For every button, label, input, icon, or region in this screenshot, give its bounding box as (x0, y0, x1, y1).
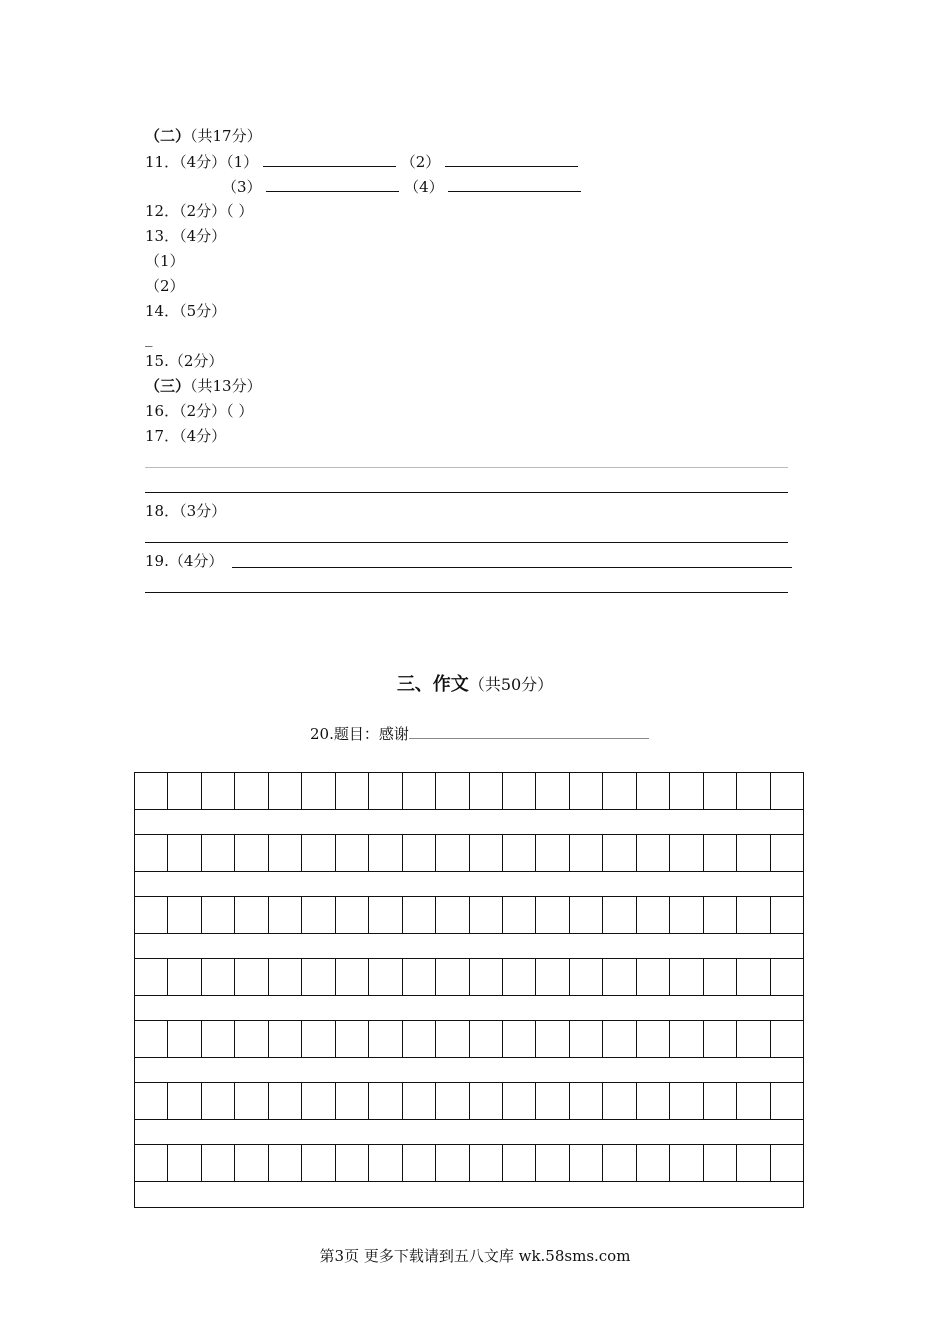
essay-grid-cell[interactable] (436, 959, 469, 995)
essay-grid-cell[interactable] (436, 897, 469, 933)
essay-grid-spacer (135, 933, 803, 959)
essay-grid-cell[interactable] (570, 1083, 603, 1119)
essay-grid-cell[interactable] (135, 1145, 168, 1181)
q12: 12．（2分）（ ） (145, 202, 254, 220)
essay-grid-cell[interactable] (637, 1145, 670, 1181)
section-2-header (145, 126, 262, 146)
page-footer: 第3页 更多下载请到五八文库 wk.58sms.com (319, 1247, 631, 1265)
essay-grid-cell[interactable] (570, 773, 603, 809)
essay-grid-cell[interactable] (235, 1145, 268, 1181)
essay-grid-row (135, 1021, 803, 1057)
essay-grid-cell[interactable] (403, 773, 436, 809)
q15: 15.（2分） (145, 352, 224, 370)
essay-grid-cell[interactable] (369, 1083, 402, 1119)
essay-grid-cell[interactable] (302, 1083, 335, 1119)
q11-label: 11．（4分）（1） (145, 153, 259, 171)
essay-grid-cell[interactable] (637, 773, 670, 809)
composition-title-line (310, 724, 649, 744)
essay-grid-cell[interactable] (202, 773, 235, 809)
essay-grid-cell[interactable] (737, 897, 770, 933)
essay-grid-cell[interactable] (302, 1021, 335, 1057)
essay-grid-cell[interactable] (771, 1083, 803, 1119)
section-3-header (145, 376, 262, 396)
essay-grid-row-group (135, 1083, 803, 1145)
essay-grid-spacer (135, 1057, 803, 1083)
essay-grid-cell[interactable] (168, 1083, 201, 1119)
q13-part1: （1） (145, 252, 185, 270)
essay-grid-cell[interactable] (570, 1145, 603, 1181)
essay-grid-cell[interactable] (536, 959, 569, 995)
essay-grid-cell[interactable] (503, 773, 536, 809)
essay-grid-cell[interactable] (570, 835, 603, 871)
essay-grid-row-group (135, 835, 803, 897)
q11-answer-4[interactable] (448, 177, 581, 192)
essay-grid-row (135, 1083, 803, 1119)
essay-grid-cell[interactable] (670, 773, 703, 809)
q13-part2: （2） (145, 277, 185, 295)
essay-grid-cell[interactable] (403, 1021, 436, 1057)
composition-heading (0, 673, 950, 697)
composition-prompt: 20.题目：感谢 (310, 725, 409, 743)
essay-grid-cell[interactable] (135, 1021, 168, 1057)
essay-grid-cell[interactable] (536, 835, 569, 871)
essay-grid-cell[interactable] (670, 959, 703, 995)
essay-grid-row (135, 773, 803, 809)
composition-title-blank[interactable] (409, 724, 649, 739)
essay-grid-cell[interactable] (771, 835, 803, 871)
essay-grid-cell[interactable] (403, 1083, 436, 1119)
essay-grid-cell[interactable] (336, 1083, 369, 1119)
essay-grid-cell[interactable] (269, 1021, 302, 1057)
essay-grid-cell[interactable] (603, 1021, 636, 1057)
essay-grid-cell[interactable] (436, 1021, 469, 1057)
essay-grid-cell[interactable] (202, 897, 235, 933)
essay-grid-cell[interactable] (704, 1021, 737, 1057)
essay-grid-cell[interactable] (302, 897, 335, 933)
essay-grid-cell[interactable] (603, 773, 636, 809)
essay-grid-cell[interactable] (704, 1145, 737, 1181)
essay-grid-cell[interactable] (771, 1021, 803, 1057)
essay-grid-spacer (135, 1119, 803, 1145)
essay-grid-cell[interactable] (302, 773, 335, 809)
essay-grid-row (135, 959, 803, 995)
essay-grid-cell[interactable] (536, 897, 569, 933)
essay-grid-cell[interactable] (369, 1145, 402, 1181)
essay-grid-cell[interactable] (369, 1021, 402, 1057)
essay-grid-cell[interactable] (336, 835, 369, 871)
essay-grid-cell[interactable] (336, 897, 369, 933)
essay-grid-row (135, 835, 803, 871)
essay-grid-cell[interactable] (135, 1083, 168, 1119)
essay-grid-cell[interactable] (536, 1021, 569, 1057)
essay-grid-row-group (135, 897, 803, 959)
essay-grid-cell[interactable] (168, 835, 201, 871)
essay-grid-cell[interactable] (670, 835, 703, 871)
essay-grid-cell[interactable] (704, 1083, 737, 1119)
essay-grid-cell[interactable] (135, 773, 168, 809)
essay-grid-cell[interactable] (503, 897, 536, 933)
essay-grid-cell[interactable] (470, 1145, 503, 1181)
q14-mark: _ (145, 329, 153, 347)
essay-grid-cell[interactable] (436, 773, 469, 809)
essay-grid-cell[interactable] (168, 1145, 201, 1181)
essay-grid-cell[interactable] (670, 1145, 703, 1181)
q19: 19.（4分） (145, 552, 224, 570)
essay-grid-cell[interactable] (202, 1083, 235, 1119)
essay-grid-spacer (135, 809, 803, 835)
essay-grid-cell[interactable] (503, 1021, 536, 1057)
essay-grid-cell[interactable] (603, 1145, 636, 1181)
essay-grid-cell[interactable] (603, 835, 636, 871)
essay-grid-row-group (135, 773, 803, 835)
q17: 17．（4分） (145, 427, 227, 445)
essay-grid-cell[interactable] (704, 773, 737, 809)
q14: 14．（5分） (145, 302, 227, 320)
essay-grid-cell[interactable] (603, 1083, 636, 1119)
essay-grid-cell[interactable] (302, 1145, 335, 1181)
q11-part3-label: （3） (222, 178, 262, 196)
essay-grid-cell[interactable] (670, 1021, 703, 1057)
essay-grid-cell[interactable] (403, 897, 436, 933)
essay-grid-cell[interactable] (336, 1021, 369, 1057)
essay-grid-cell[interactable] (403, 835, 436, 871)
essay-grid-cell[interactable] (302, 835, 335, 871)
essay-grid-cell[interactable] (470, 1083, 503, 1119)
essay-grid-spacer (135, 871, 803, 897)
essay-grid-cell[interactable] (235, 773, 268, 809)
essay-grid-cell[interactable] (570, 959, 603, 995)
essay-grid-cell[interactable] (503, 959, 536, 995)
essay-grid-cell[interactable] (637, 1021, 670, 1057)
essay-grid-cell[interactable] (637, 897, 670, 933)
q18: 18．（3分） (145, 502, 227, 520)
essay-grid-cell[interactable] (704, 835, 737, 871)
essay-grid-cell[interactable] (269, 1083, 302, 1119)
q11-row2 (222, 177, 581, 197)
essay-grid-cell[interactable] (436, 1145, 469, 1181)
q11-answer-2[interactable] (445, 152, 578, 167)
essay-grid-cell[interactable] (771, 897, 803, 933)
essay-grid-cell[interactable] (570, 897, 603, 933)
essay-grid-cell[interactable] (135, 897, 168, 933)
essay-grid-cell[interactable] (737, 835, 770, 871)
essay-grid-cell[interactable] (369, 897, 402, 933)
essay-grid-cell[interactable] (403, 1145, 436, 1181)
essay-grid-cell[interactable] (369, 773, 402, 809)
essay-grid-cell[interactable] (670, 1083, 703, 1119)
essay-grid-cell[interactable] (670, 897, 703, 933)
essay-grid-cell[interactable] (269, 959, 302, 995)
composition-heading-points: （共50分） (468, 675, 554, 694)
essay-grid-cell[interactable] (403, 959, 436, 995)
essay-grid-cell[interactable] (369, 835, 402, 871)
essay-grid-cell[interactable] (269, 1145, 302, 1181)
essay-grid-cell[interactable] (369, 959, 402, 995)
essay-grid-cell[interactable] (603, 959, 636, 995)
essay-grid-cell[interactable] (235, 1083, 268, 1119)
q11-answer-3[interactable] (266, 177, 399, 192)
essay-grid[interactable] (134, 772, 804, 1208)
essay-grid-row (135, 1145, 803, 1181)
q19-answer-line-1[interactable] (232, 567, 792, 568)
essay-grid-spacer (135, 995, 803, 1021)
essay-grid-cell[interactable] (503, 1083, 536, 1119)
essay-grid-cell[interactable] (536, 1145, 569, 1181)
q13: 13．（4分） (145, 227, 227, 245)
essay-grid-cell[interactable] (470, 835, 503, 871)
essay-grid-cell[interactable] (536, 773, 569, 809)
section-2-header-points: （共17分） (190, 127, 262, 145)
essay-grid-cell[interactable] (235, 835, 268, 871)
essay-grid-cell[interactable] (470, 897, 503, 933)
essay-grid-cell[interactable] (603, 897, 636, 933)
essay-grid-cell[interactable] (202, 959, 235, 995)
q17-answer-line-1[interactable] (145, 467, 788, 468)
essay-grid-cell[interactable] (135, 835, 168, 871)
essay-grid-cell[interactable] (737, 959, 770, 995)
essay-grid-cell[interactable] (168, 1021, 201, 1057)
essay-grid-cell[interactable] (202, 835, 235, 871)
q11-answer-1[interactable] (263, 152, 396, 167)
essay-grid-spacer (135, 1181, 803, 1207)
essay-grid-cell[interactable] (737, 1021, 770, 1057)
essay-grid-cell[interactable] (235, 897, 268, 933)
essay-grid-cell[interactable] (771, 773, 803, 809)
essay-grid-cell[interactable] (536, 1083, 569, 1119)
essay-grid-cell[interactable] (570, 1021, 603, 1057)
q11-row1 (145, 152, 578, 172)
essay-grid-row-group (135, 1145, 803, 1207)
essay-grid-cell[interactable] (771, 1145, 803, 1181)
q11-part4-label: （4） (404, 178, 444, 196)
essay-grid-cell[interactable] (436, 1083, 469, 1119)
section-2-header-bold: （二） (145, 127, 191, 145)
essay-grid-cell[interactable] (470, 1021, 503, 1057)
essay-grid-cell[interactable] (168, 897, 201, 933)
composition-heading-title: 三、作文 (396, 674, 469, 695)
q19-answer-line-2[interactable] (145, 592, 788, 593)
essay-grid-cell[interactable] (637, 1083, 670, 1119)
essay-grid-cell[interactable] (771, 959, 803, 995)
essay-grid-cell[interactable] (269, 897, 302, 933)
essay-grid-cell[interactable] (637, 835, 670, 871)
q11-part2-label: （2） (400, 153, 441, 171)
essay-grid-cell[interactable] (336, 959, 369, 995)
essay-grid-cell[interactable] (235, 1021, 268, 1057)
essay-grid-cell[interactable] (436, 835, 469, 871)
essay-grid-cell[interactable] (135, 959, 168, 995)
essay-grid-cell[interactable] (336, 773, 369, 809)
essay-grid-cell[interactable] (737, 1083, 770, 1119)
essay-grid-cell[interactable] (704, 959, 737, 995)
essay-grid-cell[interactable] (737, 773, 770, 809)
essay-grid-cell[interactable] (737, 1145, 770, 1181)
essay-grid-row-group (135, 1021, 803, 1083)
essay-grid-cell[interactable] (503, 835, 536, 871)
essay-grid-cell[interactable] (168, 773, 201, 809)
essay-grid-cell[interactable] (302, 959, 335, 995)
essay-grid-cell[interactable] (235, 959, 268, 995)
section-3-header-bold: （三） (145, 377, 191, 395)
section-3-header-points: （共13分） (190, 377, 262, 395)
q16: 16．（2分）（ ） (145, 402, 254, 420)
essay-grid-cell[interactable] (202, 1145, 235, 1181)
essay-grid-cell[interactable] (503, 1145, 536, 1181)
essay-grid-row-group (135, 959, 803, 1021)
essay-grid-cell[interactable] (336, 1145, 369, 1181)
q17-answer-line-2[interactable] (145, 492, 788, 493)
essay-grid-row (135, 897, 803, 933)
essay-grid-cell[interactable] (168, 959, 201, 995)
q18-answer-line[interactable] (145, 542, 788, 543)
essay-grid-cell[interactable] (470, 773, 503, 809)
essay-grid-cell[interactable] (269, 835, 302, 871)
essay-grid-cell[interactable] (637, 959, 670, 995)
essay-grid-cell[interactable] (202, 1021, 235, 1057)
essay-grid-cell[interactable] (470, 959, 503, 995)
essay-grid-cell[interactable] (269, 773, 302, 809)
essay-grid-cell[interactable] (704, 897, 737, 933)
